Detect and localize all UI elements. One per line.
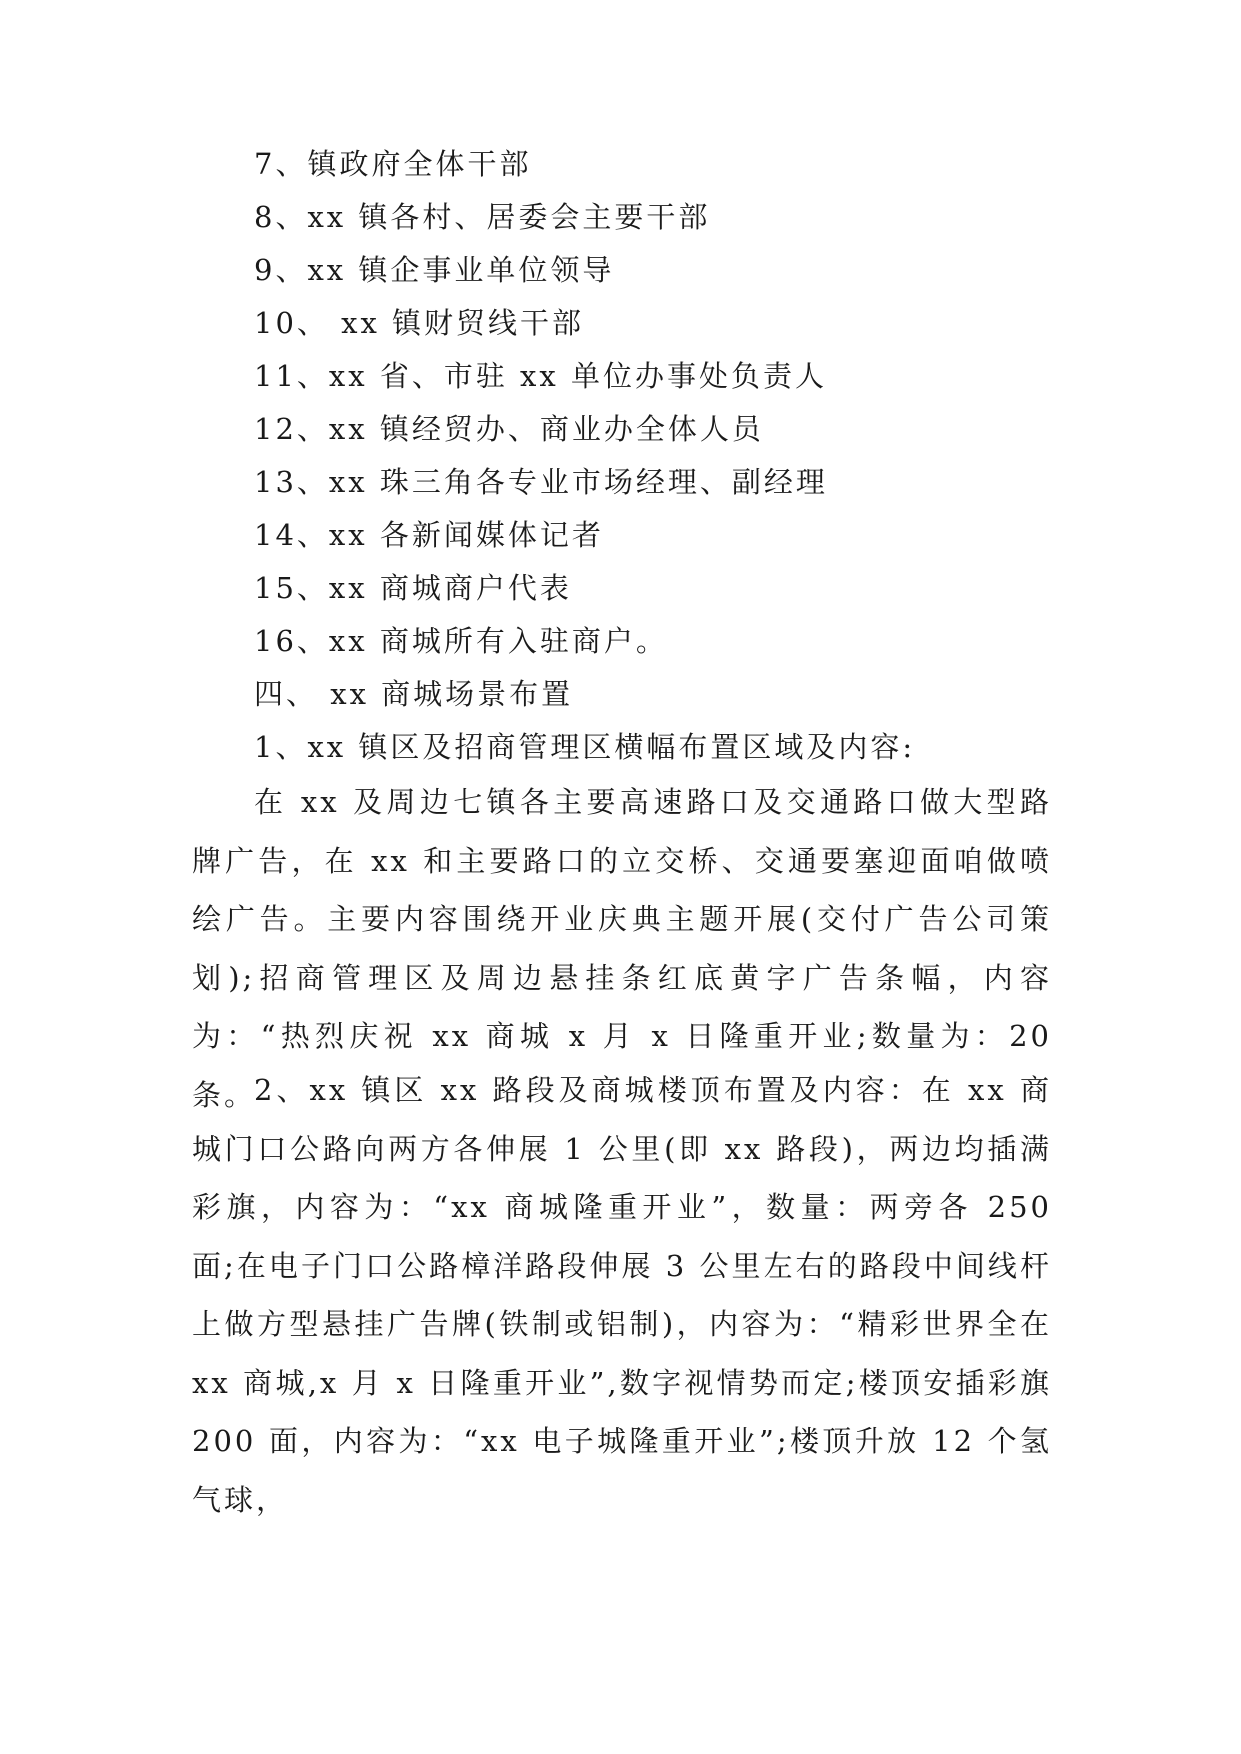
list-item: 14、xx 各新闻媒体记者	[254, 518, 604, 552]
subheading: 1、xx 镇区及招商管理区横幅布置区域及内容:	[254, 730, 916, 764]
list-item: 13、xx 珠三角各专业市场经理、副经理	[254, 465, 828, 499]
list-item: 11、xx 省、市驻 xx 单位办事处负责人	[254, 359, 827, 393]
list-item: 7、镇政府全体干部	[254, 147, 532, 181]
body-paragraph: 在 xx 及周边七镇各主要高速路口及交通路口做大型路牌广告，在 xx 和主要路口的立交桥、交通要塞迎面咱做喷绘广告。主要内容围绕开业庆典主题开展(交付广告公司策划);招商管理区及周边悬挂条红底黄字广告条幅，内容为：“热烈庆祝 xx 商城 x 月 x 日隆重开业;数量为：20 条。	[192, 785, 1052, 1112]
list-item: 8、xx 镇各村、居委会主要干部	[254, 200, 711, 234]
list-item: 15、xx 商城商户代表	[254, 571, 572, 605]
list-item: 16、xx 商城所有入驻商户。	[254, 624, 668, 658]
body-paragraph: 2、xx 镇区 xx 路段及商城楼顶布置及内容：在 xx 商城门口公路向两方各伸展 1 公里(即 xx 路段)，两边均插满彩旗，内容为：“xx 商城隆重开业”，数量：两旁各 250 面;在电子门口公路樟洋路段伸展 3 公里左右的路段中间线杆上做方型悬挂广告牌(铁制或铝制)，内容为：“精彩世界全在 xx 商城,x 月 x 日隆重开业”,数字视情势而定;楼顶安插彩旗 200 面，内容为：“xx 电子城隆重开业”;楼顶升放 12 个氢气球，	[192, 1073, 1052, 1517]
list-item: 12、xx 镇经贸办、商业办全体人员	[254, 412, 764, 446]
section-heading: 四、 xx 商城场景布置	[254, 677, 574, 711]
list-item: 9、xx 镇企事业单位领导	[254, 253, 615, 287]
list-item: 10、 xx 镇财贸线干部	[254, 306, 585, 340]
